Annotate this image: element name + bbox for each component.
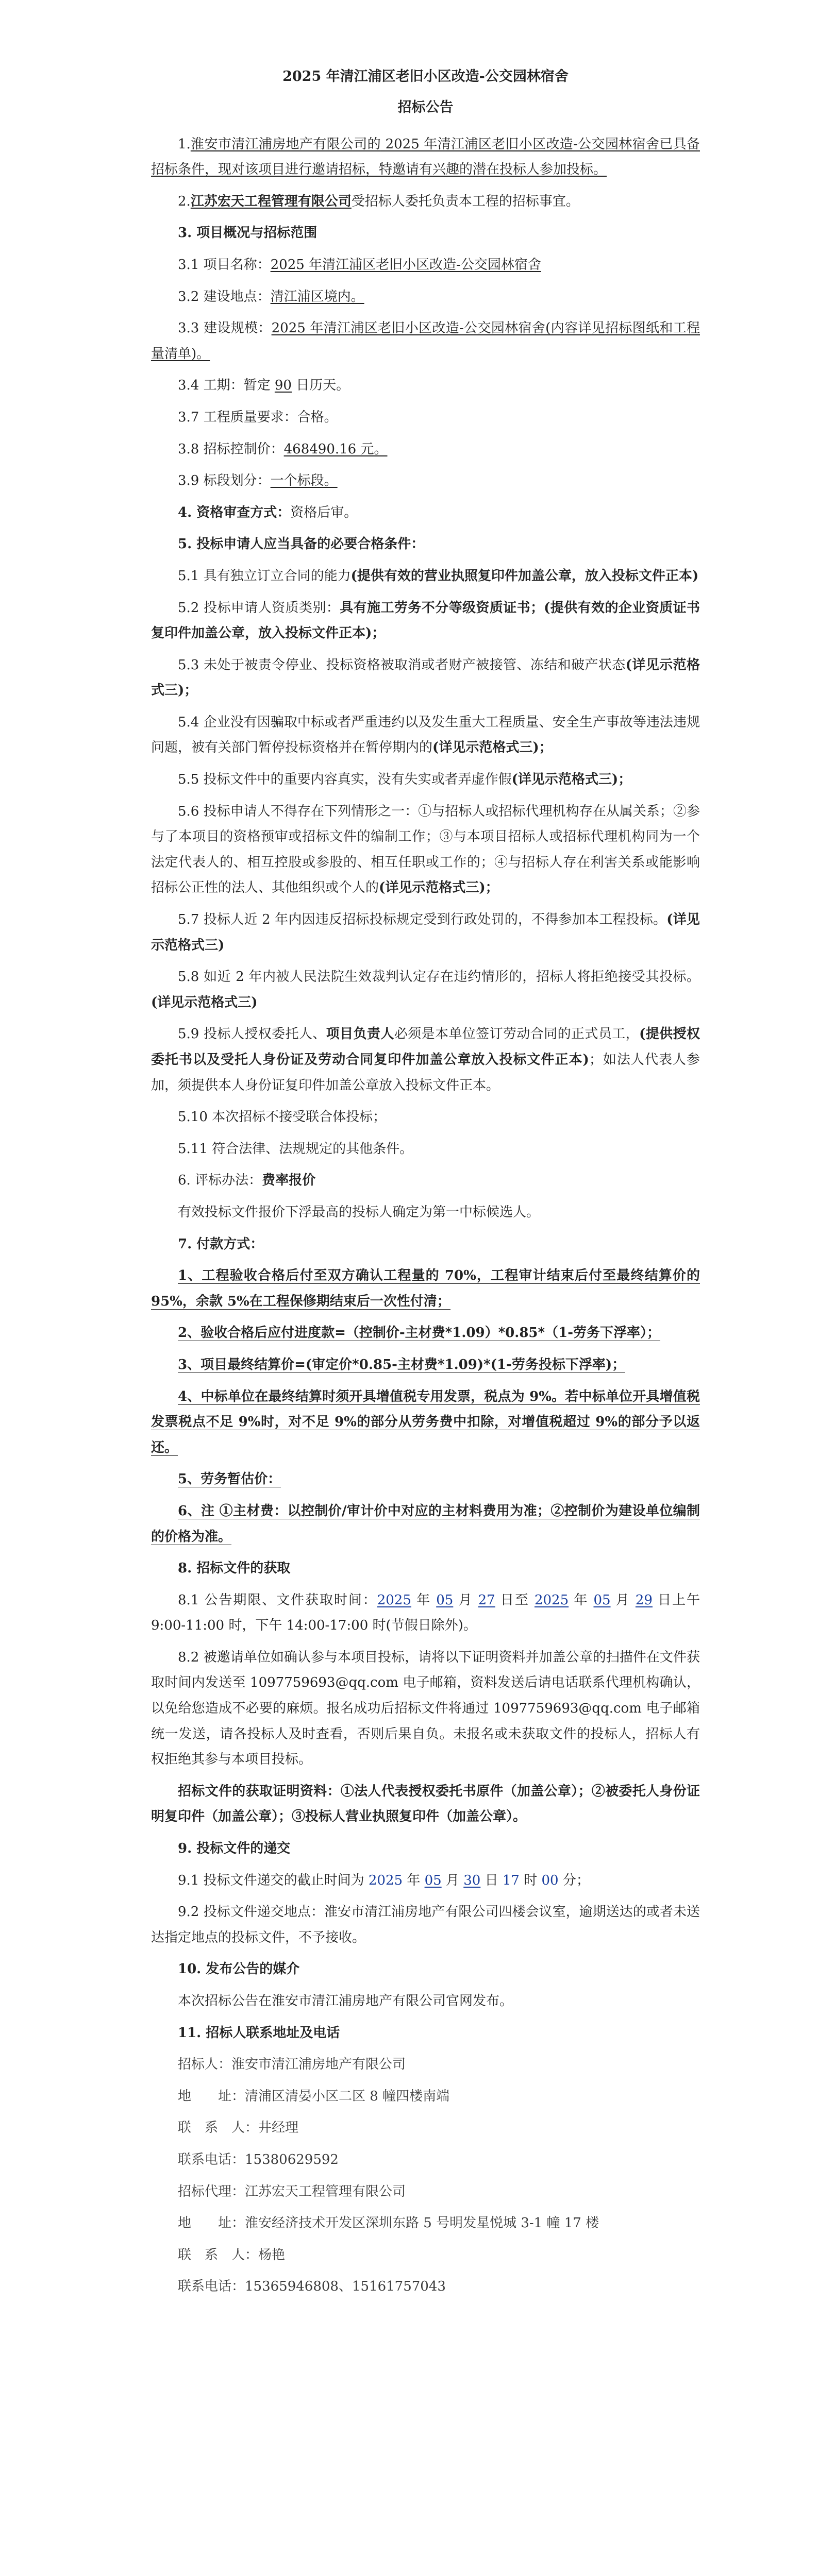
contact-tenderer-person: 联 系 人：井经理 [178, 2120, 299, 2136]
contact-agent: 招标代理：江苏宏天工程管理有限公司 [178, 2183, 406, 2199]
item-5-2: 5.2 投标申请人资质类别：具有施工劳务不分等级资质证书；(提供有效的企业资质证书复印件加盖公章，放入投标文件正本)； [151, 600, 700, 641]
item-3-3: 3.3 建设规模：2025 年清江浦区老旧小区改造-公交园林宿舍(内容详见招标图纸和工程量清单)。 [151, 320, 700, 362]
item-3-4: 3.4 工期：暂定 90 日历天。 [178, 378, 350, 394]
item-5-10: 5.10 本次招标不接受联合体投标； [178, 1109, 387, 1125]
payment-3: 3、项目最终结算价=(审定价*0.85-主材费*1.09)*(1-劳务投标下浮率)； [178, 1357, 626, 1372]
payment-1: 1、工程验收合格后付至双方确认工程量的 70%，工程审计结束后付至最终结算价的 95%，余款 5%在工程保修期结束后一次性付清； [151, 1268, 700, 1309]
section-10-body: 本次招标公告在淮安市清江浦房地产有限公司官网发布。 [178, 1993, 513, 2009]
item-5-9: 5.9 投标人授权委托人、项目负责人必须是本单位签订劳动合同的正式员工，(提供授权委托书以及受托人身份证及劳动合同复印件加盖公章放入投标文件正本)；如法人代表人参加，须提供本人身份证复印件加盖公章放入投标文件正本。 [151, 1026, 700, 1093]
section-4: 4. 资格审查方式：资格后审。 [178, 504, 358, 520]
payment-2: 2、验收合格后应付进度款=（控制价-主材费*1.09）*0.85*（1-劳务下浮率）； [178, 1325, 660, 1341]
section-11-heading: 11. 招标人联系地址及电话 [178, 2025, 340, 2041]
item-3-7: 3.7 工程质量要求：合格。 [178, 409, 338, 425]
payment-6: 6、注 ①主材费：以控制价/审计价中对应的主材料费用为准；②控制价为建设单位编制的价格为准。 [151, 1503, 700, 1545]
contact-tenderer-phone: 联系电话：15380629592 [178, 2151, 339, 2167]
section-2: 2.江苏宏天工程管理有限公司受招标人委托负责本工程的招标事宜。 [178, 193, 579, 209]
tenderer-underlined: 淮安市清江浦房地产有限公司的 [190, 136, 381, 152]
item-5-7: 5.7 投标人近 2 年内因违反招标投标规定受到行政处罚的，不得参加本工程投标。(详见示范格式三) [151, 912, 700, 953]
contact-agent-person: 联 系 人：杨艳 [178, 2247, 286, 2263]
section-1: 1.淮安市清江浦房地产有限公司的 2025 年清江浦区老旧小区改造-公交园林宿舍已具备招标条件，现对该项目进行邀请招标，特邀请有兴趣的潜在投标人参加投标。 [151, 136, 700, 178]
section-5-heading: 5. 投标申请人应当具备的必要合格条件： [178, 536, 425, 552]
section-9-heading: 9. 投标文件的递交 [178, 1841, 291, 1857]
item-5-11: 5.11 符合法律、法规规定的其他条件。 [178, 1141, 413, 1157]
section-8-heading: 8. 招标文件的获取 [178, 1561, 291, 1577]
contact-agent-address: 地 址：淮安经济技术开发区深圳东路 5 号明发星悦城 3-1 幢 17 楼 [178, 2215, 599, 2231]
item-9-2: 9.2 投标文件递交地点：淮安市清江浦房地产有限公司四楼会议室，逾期送达的或者未送达指定地点的投标文件，不予接收。 [151, 1904, 700, 1945]
contact-agent-phone: 联系电话：15365946808、15161757043 [178, 2279, 446, 2295]
payment-5: 5、劳务暂估价： [178, 1471, 281, 1487]
item-5-3: 5.3 未处于被责令停业、投标资格被取消或者财产被接管、冻结和破产状态(详见示范格式三)； [151, 657, 700, 699]
item-3-1: 3.1 项目名称：2025 年清江浦区老旧小区改造-公交园林宿舍 [178, 257, 541, 273]
document-title: 2025 年清江浦区老旧小区改造-公交园林宿舍 [282, 69, 569, 84]
item-8-2: 8.2 被邀请单位如确认参与本项目投标，请将以下证明资料并加盖公章的扫描件在文件获取时间内发送至 1097759693@qq.com 电子邮箱，资料发送后请电话联系代理机构确认，以免给您造成不必要的麻烦。报名成功后招标文件将通过 1097759693@qq.com 电子邮箱统一发送，请各投标人及时查看，否则后果自负。未报名或未获取文件的投标人，招标人有权拒绝其参与本项目投标。 [151, 1649, 700, 1768]
item-3-2: 3.2 建设地点：清江浦区境内。 [178, 289, 364, 304]
item-8-3: 招标文件的获取证明资料：①法人代表授权委托书原件（加盖公章）；②被委托人身份证明复印件（加盖公章）；③投标人营业执照复印件（加盖公章）。 [151, 1783, 700, 1825]
item-5-6: 5.6 投标申请人不得存在下列情形之一：①与招标人或招标代理机构存在从属关系；②参与了本项目的资格预审或招标文件的编制工作；③与本项目招标人或招标代理机构同为一个法定代表人的、相互控股或参股的、相互任职或工作的；④与招标人存在利害关系或能影响招标公正性的法人、其他组织或个人的(详见示范格式三)； [151, 803, 700, 896]
section-7-heading: 7. 付款方式： [178, 1236, 264, 1252]
item-3-8: 3.8 招标控制价：468490.16 元。 [178, 441, 388, 457]
item-9-1: 9.1 投标文件递交的截止时间为 2025 年 05 月 30 日 17 时 00 分； [178, 1872, 590, 1888]
section-10-heading: 10. 发布公告的媒介 [178, 1961, 300, 1977]
item-3-9: 3.9 标段划分：一个标段。 [178, 473, 338, 489]
section-6: 6. 评标办法：费率报价 [178, 1173, 316, 1189]
item-5-8: 5.8 如近 2 年内被人民法院生效裁判认定存在违约情形的，招标人将拒绝接受其投标。(详见示范格式三) [151, 969, 700, 1010]
section-6-body: 有效投标文件报价下浮最高的投标人确定为第一中标候选人。 [178, 1204, 540, 1220]
item-8-1: 8.1 公告期限、文件获取时间：2025 年 05 月 27 日至 2025 年 05 月 29 日上午 9:00-11:00 时，下午 14:00-17:00 时(节假日除外)。 [151, 1592, 700, 1634]
item-5-4: 5.4 企业没有因骗取中标或者严重违约以及发生重大工程质量、安全生产事故等违法违规问题，被有关部门暂停投标资格并在暂停期内的(详见示范格式三)； [151, 714, 700, 756]
item-5-5: 5.5 投标文件中的重要内容真实，没有失实或者弄虚作假(详见示范格式三)； [178, 772, 632, 788]
agent-name: 江苏宏天工程管理有限公司 [190, 193, 352, 209]
tender-announcement [151, 67, 700, 2306]
section-3-heading: 3. 项目概况与招标范围 [178, 225, 318, 241]
item-5-1: 5.1 具有独立订立合同的能力(提供有效的营业执照复印件加盖公章，放入投标文件正本) [178, 568, 699, 584]
document-subtitle: 招标公告 [397, 99, 454, 115]
payment-4: 4、中标单位在最终结算时须开具增值税专用发票，税点为 9%。若中标单位开具增值税发票税点不足 9%时，对不足 9%的部分从劳务费中扣除，对增值税超过 9%的部分予以返还。 [151, 1388, 700, 1455]
contact-tenderer-address: 地 址：清浦区清晏小区二区 8 幢四楼南端 [178, 2088, 450, 2104]
contact-tenderer: 招标人：淮安市清江浦房地产有限公司 [178, 2057, 406, 2073]
